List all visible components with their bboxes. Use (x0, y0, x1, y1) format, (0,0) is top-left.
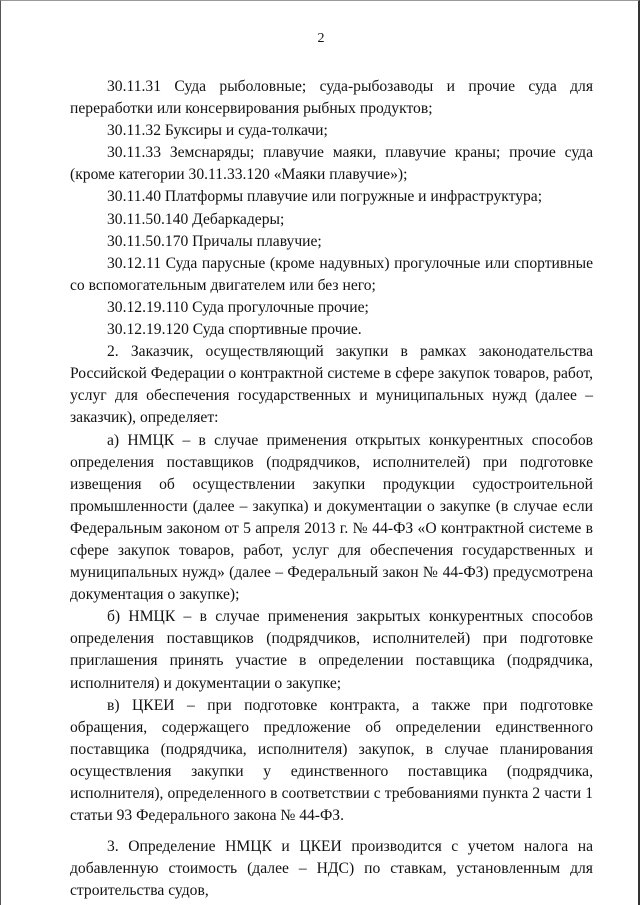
paragraph-okpd-30-11-33: 30.11.33 Земснаряды; плавучие маяки, плавучие краны; прочие суда (кроме категории 30.11.33.120 «Маяки плавучие»); (70, 144, 593, 184)
paragraph-okpd-30-11-31: 30.11.31 Суда рыболовные; суда-рыбозаводы и прочие суда для переработки или консервирования рыбных продуктов; (70, 78, 593, 118)
paragraph-okpd-30-12-19-110: 30.12.19.110 Суда прогулочные прочие; (107, 298, 369, 316)
paragraph-okpd-30-12-19-120: 30.12.19.120 Суда спортивные прочие. (107, 321, 362, 339)
paragraph-okpd-30-11-32: 30.11.32 Буксиры и суда-толкачи; (107, 122, 328, 140)
document-body (70, 76, 593, 902)
paragraph-okpd-30-11-50-170: 30.11.50.170 Причалы плавучие; (107, 232, 322, 250)
paragraph-clause-2b: б) НМЦК – в случае применения закрытых конкурентных способов определения поставщиков (подрядчиков, исполнителей) при подготовке приглашения принять участие в определении поставщика (подрядчика, исполнителя) и документации о закупке; (70, 608, 593, 692)
paragraph-okpd-30-12-11: 30.12.11 Суда парусные (кроме надувных) прогулочные или спортивные со вспомогательным двигателем или без него; (70, 254, 593, 294)
paragraph-okpd-30-11-40: 30.11.40 Платформы плавучие или погружные и инфраструктура; (107, 188, 543, 206)
paragraph-clause-3: 3. Определение НМЦК и ЦКЕИ производится с учетом налога на добавленную стоимость (далее – НДС) по ставкам, установленным для строительства судов, (70, 838, 593, 900)
paragraph-okpd-30-11-50-140: 30.11.50.140 Дебаркадеры; (107, 210, 285, 228)
page-number: 2 (317, 31, 325, 46)
paragraph-clause-2v: в) ЦКЕИ – при подготовке контракта, а также при подготовке обращения, содержащего предложение об определении единственного поставщика (подрядчика, исполнителя) закупок, в случае планирования осуществления закупки у единственного поставщика (подрядчика, исполнителя), определенного в соответствии с требованиями пункта 2 части 1 статьи 93 Федерального закона № 44-ФЗ. (70, 696, 593, 825)
paragraph-clause-2a: а) НМЦК – в случае применения открытых конкурентных способов определения поставщиков (подрядчиков, исполнителей) при подготовке извещения об осуществлении закупки продукции судостроительной промышленности (далее – закупка) и документации о закупке (в случае если Федеральным законом от 5 апреля 2013 г. № 44-ФЗ «О контрактной системе в сфере закупок товаров, работ, услуг для обеспечения государственных и муниципальных нужд» (далее – Федеральный закон № 44-ФЗ) предусмотрена документация о закупке); (70, 431, 593, 604)
paragraph-clause-2: 2. Заказчик, осуществляющий закупки в рамках законодательства Российской Федерации о контрактной системе в сфере закупок товаров, работ, услуг для обеспечения государственных и муниципальных нужд (далее – заказчик), определяет: (70, 343, 593, 427)
